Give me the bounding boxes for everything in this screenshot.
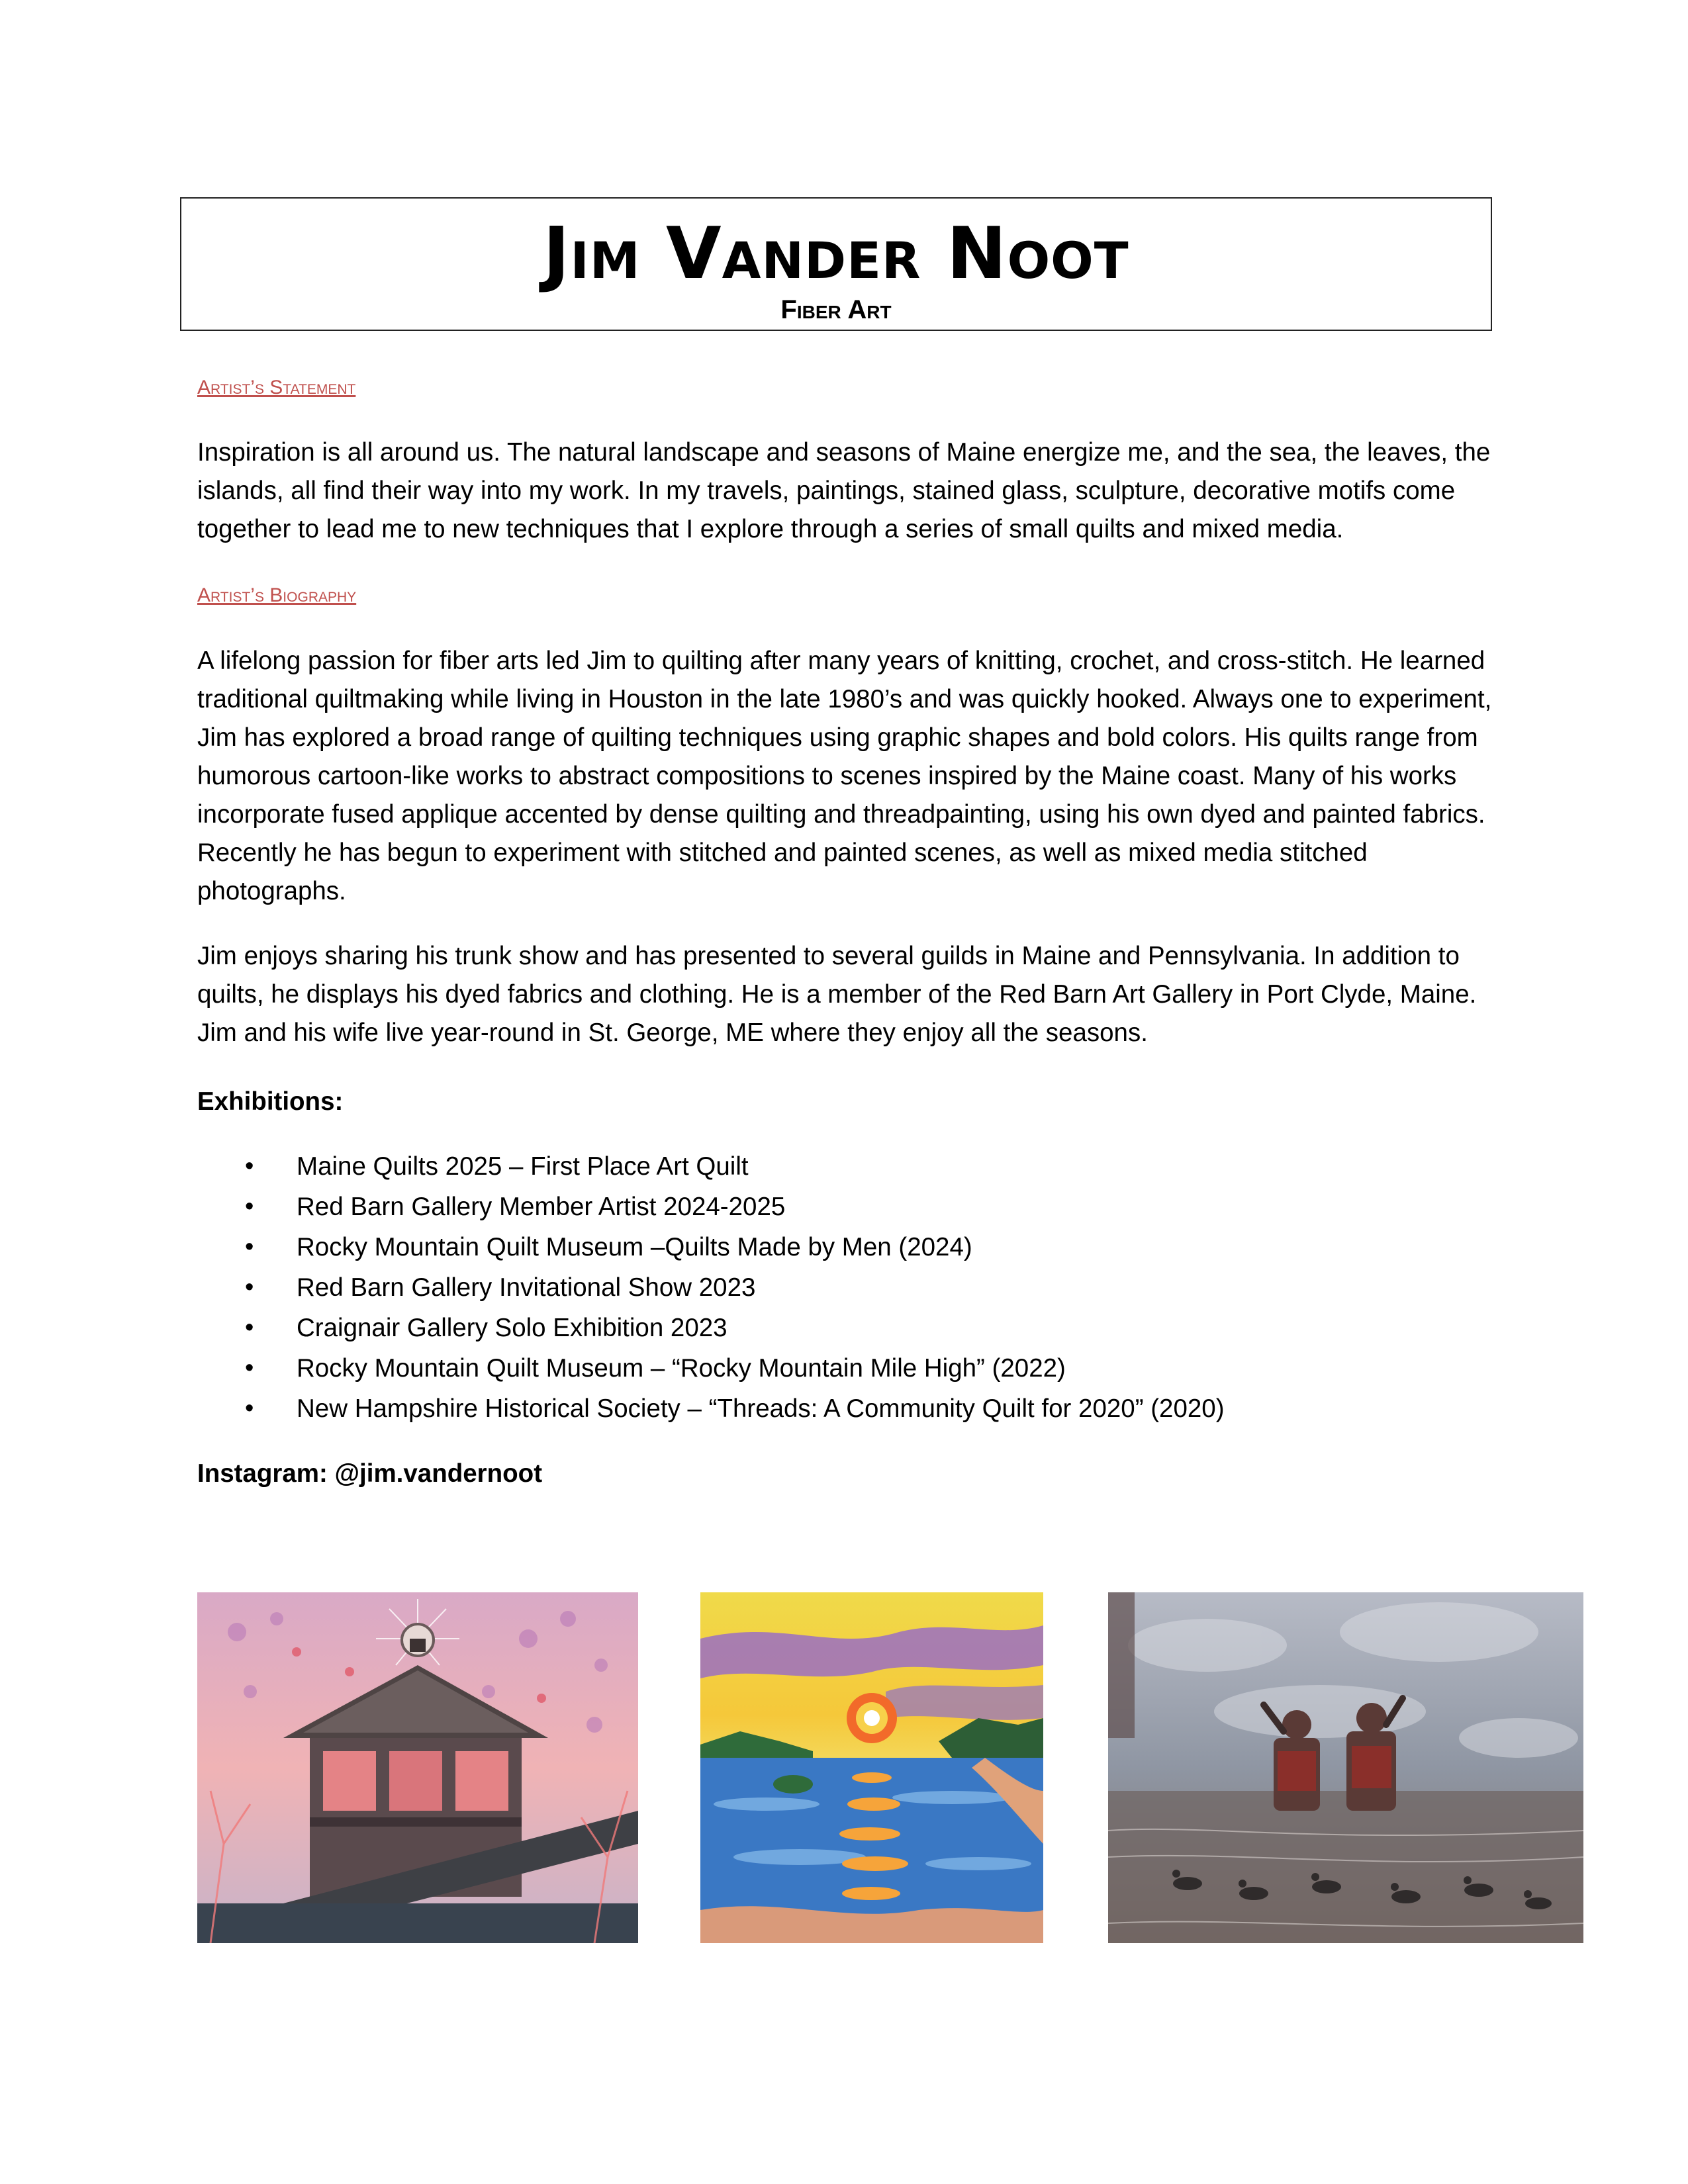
exhibition-item: • Red Barn Gallery Member Artist 2024-2025 [197,1187,1495,1227]
exhibition-item: • Maine Quilts 2025 – First Place Art Quilt [197,1146,1495,1187]
artist-discipline: Fiber Art [780,295,892,324]
artist-name: Jim Vander Noot [543,212,1129,295]
artwork-tower-image [197,1592,638,1943]
exhibition-item: • New Hampshire Historical Society – “Threads: A Community Quilt for 2020” (2020) [197,1388,1495,1429]
bullet-icon: • [245,1354,254,1382]
statement-text: Inspiration is all around us. The natural landscape and seasons of Maine energize me, and the sea, the leaves, the islands, all find their way into my work. In my travels, paintings, stained glass, sculpture, decorative motifs come together to lead me to new techniques that I explore through a series of small quilts and mixed media. [197,438,1491,543]
bullet-icon: • [245,1152,254,1180]
title-box [180,197,1492,331]
exhibition-item: • Craignair Gallery Solo Exhibition 2023 [197,1308,1495,1348]
biography-heading: Artist’s Biography [197,584,357,606]
exhibition-item: • Red Barn Gallery Invitational Show 2023 [197,1267,1495,1308]
instagram-handle: Instagram: @jim.vandernoot [197,1459,543,1488]
biography-paragraph-1: A lifelong passion for fiber arts led Jim to quilting after many years of knitting, crochet, and cross-stitch. He learned traditional quiltmaking while living in Houston in the late 1980’s and was quickly hooked. Always one to experiment, Jim has explored a broad range of quilting techniques using graphic shapes and bold colors. His quilts range from humorous cartoon-like works to abstract compositions to scenes inspired by the Maine coast. Many of his works incorporate fused applique accented by dense quilting and threadpainting, using his own dyed and painted fabrics. Recently he has begun to experiment with stitched and painted scenes, as well as mixed media stitched photographs. [197,647,1492,905]
artwork-sunset-image [700,1592,1043,1943]
bullet-icon: • [245,1273,254,1301]
artwork-mixed-media-image [1108,1592,1583,1943]
bullet-icon: • [245,1314,254,1342]
bullet-icon: • [245,1233,254,1261]
bullet-icon: • [245,1193,254,1220]
exhibition-item: • Rocky Mountain Quilt Museum – “Rocky Mountain Mile High” (2022) [197,1348,1495,1388]
biography-paragraph-2: Jim enjoys sharing his trunk show and has presented to several guilds in Maine and Pennsylvania. In addition to quilts, he displays his dyed fabrics and clothing. He is a member of the Red Barn Art Gallery in Port Clyde, Maine. Jim and his wife live year-round in St. George, ME where they enjoy all the seasons. [197,942,1477,1047]
statement-heading: Artist’s Statement [197,377,356,398]
exhibitions-list [197,1146,1495,1429]
exhibition-item: • Rocky Mountain Quilt Museum –Quilts Made by Men (2024) [197,1227,1495,1267]
exhibitions-heading: Exhibitions: [197,1087,344,1116]
bullet-icon: • [245,1394,254,1422]
